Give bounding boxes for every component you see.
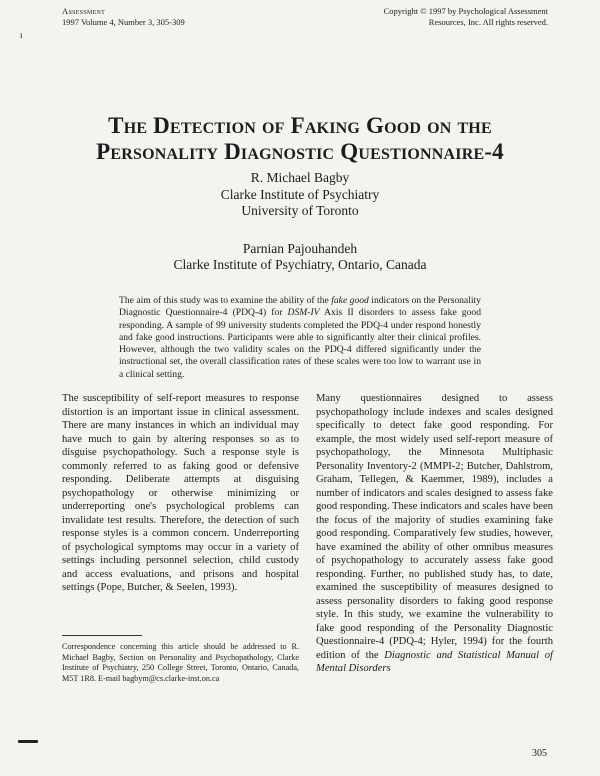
author-2-name: Parnian Pajouhandeh xyxy=(242,240,358,256)
page-number: 305 xyxy=(532,748,547,759)
copyright-line-1: Copyright © 1997 by Psychological Assessment xyxy=(383,6,548,16)
title-line-2: Personality Diagnostic Questionnaire-4 xyxy=(96,139,504,164)
abstract-text-2: indicators on the Personality Diagnostic Questionnaire-4 (PDQ-4) for xyxy=(119,295,481,319)
title-line-1: The Detection of Faking Good on the xyxy=(108,113,492,138)
article-title xyxy=(40,113,560,165)
abstract-text-1: The aim of this study was to examine the ability of the xyxy=(119,295,332,306)
margin-mark: ı xyxy=(20,30,23,40)
author-1-name: R. Michael Bagby xyxy=(250,170,350,185)
correspondence-footnote: Correspondence concerning this article should be addressed to R. Michael Bagby, Section on Personality and Psychopathology, Clarke Institute of Psychiatry, 250 College Street, Toronto, Ontario, Canada, M5T 1R8. E-mail bagbym@cs.clarke-inst.on.ca xyxy=(62,642,299,683)
right-column-paragraph xyxy=(316,392,553,676)
right-column-italic: Diagnostic and Statistical Manual of Mental Disorders xyxy=(316,649,553,674)
abstract-emphasis-2: DSM-IV xyxy=(287,307,320,319)
copyright-notice xyxy=(384,6,548,28)
abstract-emphasis-1: fake good xyxy=(331,295,369,306)
left-column-paragraph: The susceptibility of self-report measures to response distortion is an important issue in clinical assessment. There are many instances in which an individual may have much to gain by altering responses so as to disguise psychopathology. Such a response style is commonly referred to as faking good or defensive responding. Deliberate attempts at disguising psychopathology or otherwise minimizing or underreporting one's psychological problems can invalidate test results. Therefore, the detection of such response styles is a common concern. Underreporting of psychological symptoms may occur in a variety of settings including personnel selection, child custody and access evaluations, and prisons and hospital settings (Pope, Butcher, & Seelen, 1993). xyxy=(62,393,299,593)
footnote-rule xyxy=(62,635,142,636)
author-1-affiliation-1: Clarke Institute of Psychiatry xyxy=(220,186,380,202)
journal-volume: 1997 Volume 4, Number 3, 305-309 xyxy=(62,17,185,27)
author-block xyxy=(40,170,560,274)
journal-header xyxy=(62,6,185,28)
left-column xyxy=(62,392,299,595)
author-2-affiliation: Clarke Institute of Psychiatry, Ontario, Canada xyxy=(173,257,427,272)
right-column-text: Many questionnaires designed to assess psychopathology include indexes and scales designed specifically to detect fake good responding. For example, the most widely used self-report measure of psychopathology, the Minnesota Multiphasic Personality Inventory-2 (MMPI-2; Butcher, Dahlstrom, Graham, Tellegen, & Kaemmer, 1989), includes a number of indicators and scales designed to assess fake good responding. These indicators and scales have been the focus of the majority of studies examining fake good responding. Comparatively few studies, however, have examined the ability of other omnibus measures of psychopathology to accurately assess fake good responding. Further, no published study has, to date, examined the susceptibility of measures designed to assess personality disorders to faking good response style. In this study, we examine the vulnerability to fake good responding of the Personality Diagnostic Questionnaire-4 (PDQ-4; Hyler, 1994) for the fourth edition of the xyxy=(316,393,553,661)
copyright-line-2: Resources, Inc. All rights reserved. xyxy=(428,17,548,27)
margin-edge-mark xyxy=(18,740,38,743)
author-1-affiliation-2: University of Toronto xyxy=(241,203,359,218)
abstract xyxy=(119,295,481,381)
journal-name: Assessment xyxy=(62,6,106,16)
abstract-text-3: Axis II disorders to assess fake good responding. A sample of 99 university students completed the PDQ-4 under respond honestly and fake good instructions. Participants were able to significantly alter their clinical profiles. However, although the two validity scales on the PDQ-4 differed significantly under the instructional set, the overall classification rates of these scales were too low to warrant use in a clinical setting. xyxy=(119,307,481,380)
right-column xyxy=(316,392,553,676)
